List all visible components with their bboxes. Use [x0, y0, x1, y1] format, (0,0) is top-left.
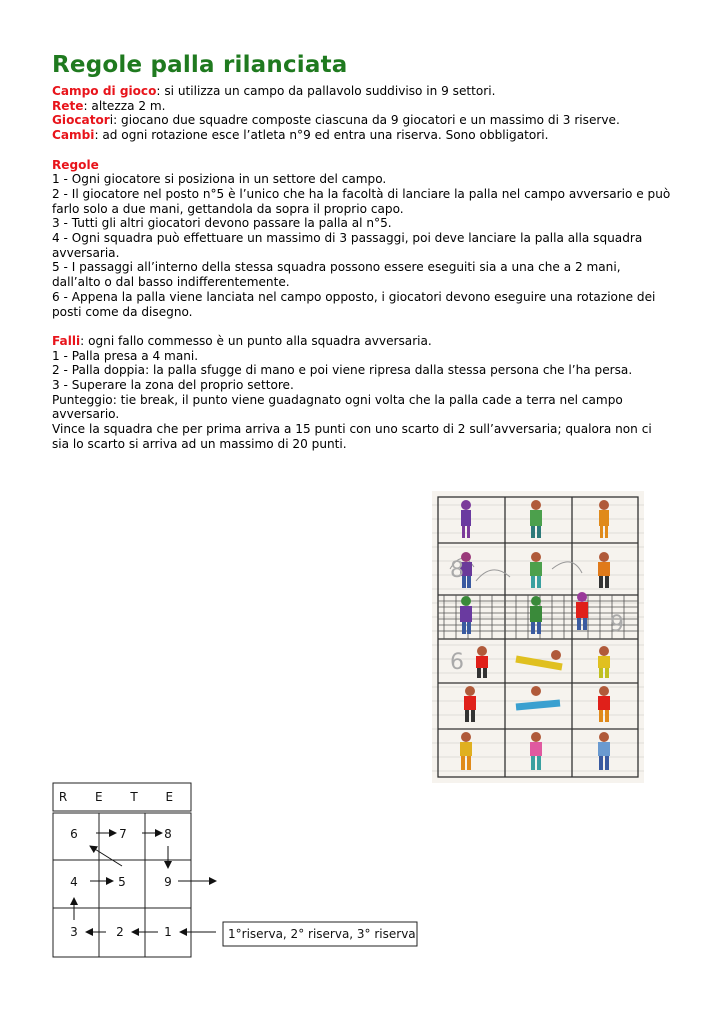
- riserve-label: 1°riserva, 2° riserva, 3° riserva: [228, 927, 416, 941]
- text-falli: : ogni fallo commesso è un punto alla squadra avversaria.: [80, 333, 432, 348]
- cell-2: 2: [116, 925, 124, 939]
- drawn-number-8: 8: [450, 558, 464, 583]
- cell-5: 5: [118, 875, 126, 889]
- cell-4: 4: [70, 875, 78, 889]
- intro-giocatori: [52, 113, 672, 128]
- regola-5: 5 - I passaggi all’interno della stessa squadra possono essere eseguiti sia a una che a 2 mani, dall’alto o dal basso indifferentemente.: [52, 260, 621, 290]
- rete-label: R E T E: [58, 790, 186, 804]
- regola-4: 4 - Ogni squadra può effettuare un massimo di 3 passaggi, poi deve lanciare la palla alla squadra avversaria.: [52, 231, 643, 260]
- label-rete: Rete: [52, 98, 84, 113]
- field-drawing-svg: [432, 491, 644, 783]
- cell-8: 8: [164, 827, 172, 841]
- intro-rete: [52, 99, 672, 114]
- label-campo: Campo di gioco: [52, 84, 157, 98]
- field-drawing-image: [432, 491, 644, 783]
- rotation-diagram: [50, 782, 430, 962]
- text-rete: : altezza 2 m.: [83, 98, 166, 113]
- vittoria: Vince la squadra che per prima arriva a 15 punti con uno scarto di 2 sull’avversaria; qualora non ci sia lo scarto si arriva ad un massimo di 20 punti.: [52, 422, 652, 451]
- page-title: Regole palla rilanciata: [52, 52, 348, 78]
- cell-6: 6: [70, 827, 78, 841]
- punteggio: Punteggio: tie break, il punto viene guadagnato ogni volta che la palla cade a terra nel campo avversario.: [52, 392, 623, 422]
- drawn-number-9: 9: [610, 612, 624, 637]
- text-giocatori: i: giocano due squadre composte ciascuna da 9 giocatori e un massimo di 3 riserve.: [109, 113, 620, 128]
- label-falli: Falli: [52, 333, 81, 348]
- regole-heading: [52, 158, 672, 173]
- text-campo: : si utilizza un campo da pallavolo suddiviso in 9 settori.: [156, 84, 496, 98]
- cell-1: 1: [164, 925, 172, 939]
- regola-3: 3 - Tutti gli altri giocatori devono passare la palla al n°5.: [52, 216, 392, 231]
- text-cambi: : ad ogni rotazione esce l’atleta n°9 ed entra una riserva. Sono obbligatori.: [94, 128, 549, 143]
- falli-intro: [52, 334, 672, 349]
- fallo-1: 1 - Palla presa a 4 mani.: [52, 348, 199, 363]
- fallo-2: 2 - Palla doppia: la palla sfugge di mano e poi viene ripresa dalla stessa persona che l’ha persa.: [52, 363, 633, 378]
- fallo-3: 3 - Superare la zona del proprio settore.: [52, 378, 294, 393]
- cell-3: 3: [70, 925, 78, 939]
- cell-7: 7: [119, 827, 127, 841]
- regola-1: 1 - Ogni giocatore si posiziona in un settore del campo.: [52, 172, 387, 187]
- label-giocatori: Giocator: [52, 113, 110, 128]
- regole-heading-label: Regole: [52, 157, 99, 172]
- drawn-number-6: 6: [450, 650, 464, 675]
- cell-9: 9: [164, 875, 172, 889]
- intro-campo: [52, 84, 672, 99]
- rules-text: [52, 84, 672, 452]
- regola-2: 2 - Il giocatore nel posto n°5 è l’unico che ha la facoltà di lanciare la palla nel campo avversario e può farlo solo a due mani, gettandola da sopra il proprio capo.: [52, 186, 671, 216]
- label-cambi: Cambi: [52, 128, 95, 143]
- intro-cambi: [52, 128, 672, 143]
- regola-6: 6 - Appena la palla viene lanciata nel campo opposto, i giocatori devono eseguire una rotazione dei posti come da disegno.: [52, 289, 656, 319]
